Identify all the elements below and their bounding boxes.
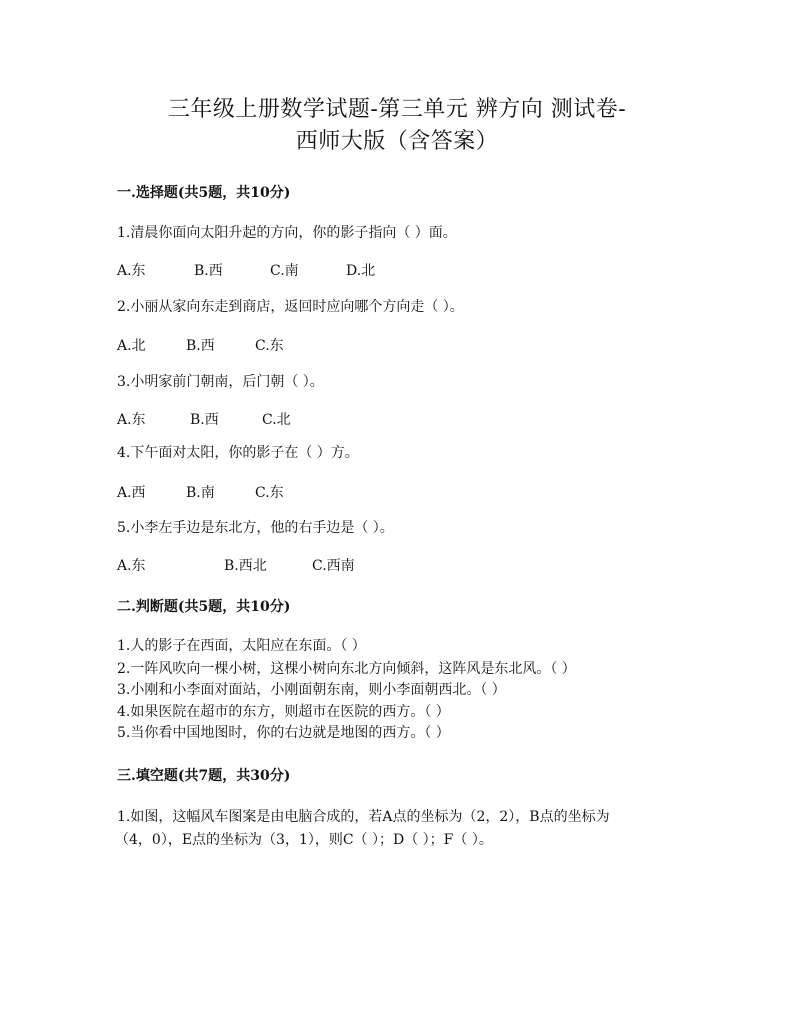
tf-question-3: 3.小刚和小李面对面站，小刚面朝东南，则小李面朝西北。（ ） xyxy=(117,682,506,698)
option-a: A.西 xyxy=(117,485,146,501)
tf-question-4: 4.如果医院在超市的东方，则超市在医院的西方。（ ） xyxy=(117,704,450,720)
option-c: C.东 xyxy=(255,338,284,354)
section1-heading: 一.选择题(共5题，共10分) xyxy=(117,185,291,201)
mc-question-1: 1.清晨你面向太阳升起的方向，你的影子指向（ ）面。 xyxy=(117,225,457,241)
option-b: B.南 xyxy=(186,485,215,501)
option-a: A.北 xyxy=(117,338,146,354)
option-c: C.南 xyxy=(270,263,299,279)
mc-question-2: 2.小丽从家向东走到商店，返回时应向哪个方向走（ ）。 xyxy=(117,299,464,315)
tf-question-1: 1.人的影子在西面，太阳应在东面。（ ） xyxy=(117,638,366,654)
option-d: D.北 xyxy=(346,263,376,279)
section2-heading: 二.判断题(共5题，共10分) xyxy=(117,599,291,615)
section3-heading: 三.填空题(共7题，共30分) xyxy=(117,768,291,784)
mc-question-5: 5.小李左手边是东北方，他的右手边是（ ）。 xyxy=(117,520,394,536)
option-b: B.西 xyxy=(190,412,219,428)
tf-question-5: 5.当你看中国地图时，你的右边就是地图的西方。（ ） xyxy=(117,725,450,741)
option-c: C.西南 xyxy=(312,558,355,574)
option-b: B.西 xyxy=(194,263,223,279)
option-a: A.东 xyxy=(117,263,146,279)
document-title-line2: 西师大版（含答案） xyxy=(295,129,499,154)
fill-question-1-line2: （4，0），E点的坐标为（3，1），则C（ ）；D（ ）；F（ ）。 xyxy=(115,832,493,848)
mc-question-3: 3.小明家前门朝南，后门朝（ ）。 xyxy=(117,374,324,390)
option-a: A.东 xyxy=(117,558,146,574)
document-title-line1: 三年级上册数学试题-第三单元 辨方向 测试卷- xyxy=(167,97,627,122)
option-c: C.东 xyxy=(255,485,284,501)
option-b: B.西北 xyxy=(224,558,267,574)
mc-question-4: 4.下午面对太阳，你的影子在（ ）方。 xyxy=(117,445,359,461)
tf-question-2: 2.一阵风吹向一棵小树，这棵小树向东北方向倾斜，这阵风是东北风。（ ） xyxy=(117,661,576,677)
option-a: A.东 xyxy=(117,412,146,428)
option-c: C.北 xyxy=(262,412,291,428)
fill-question-1-line1: 1.如图，这幅风车图案是由电脑合成的，若A点的坐标为（2，2），B点的坐标为 xyxy=(117,809,610,825)
option-b: B.西 xyxy=(186,338,215,354)
